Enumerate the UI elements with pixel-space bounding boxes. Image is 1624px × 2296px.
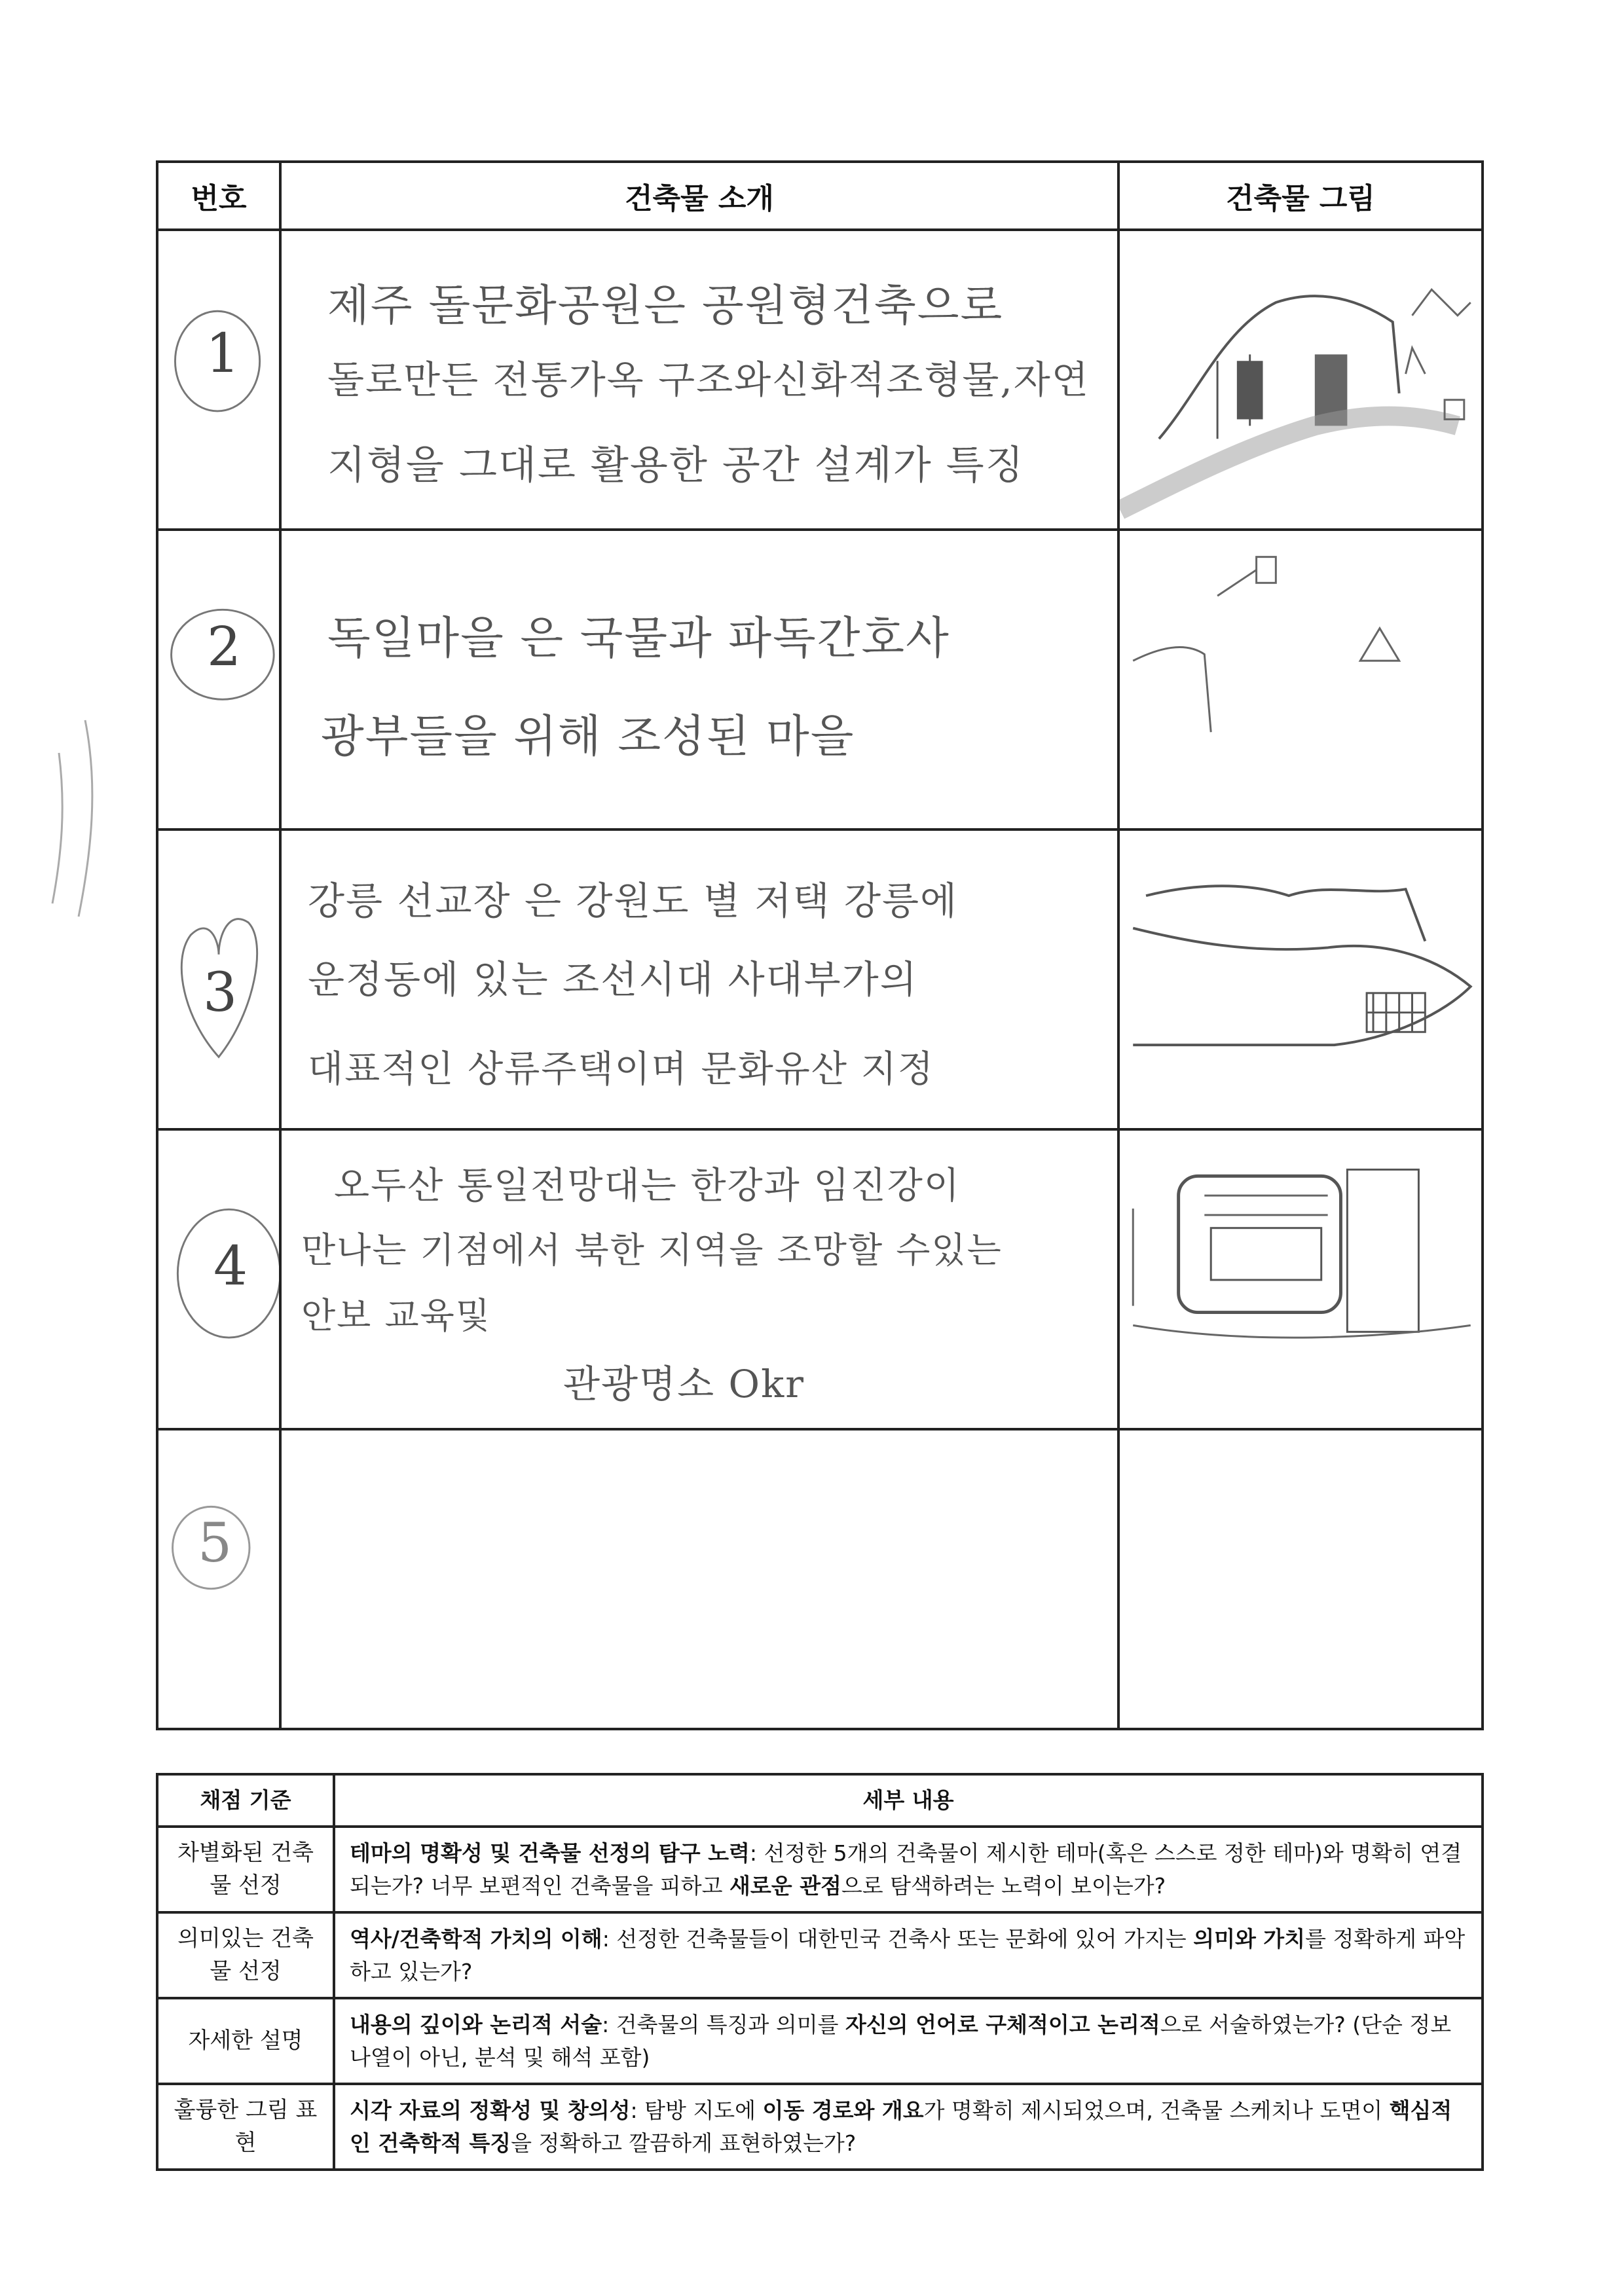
detail-bold: 테마의 명확성 및 건축물 선정의 탐구 노력 [350, 1840, 750, 1866]
intro-line: 강릉 선교장 은 강원도 별 저택 강릉에 [308, 879, 959, 923]
rubric-table [156, 1773, 1484, 2171]
detail-text: 으로 탐색하려는 노력이 보이는가? [841, 1872, 1166, 1899]
criteria-cell: 훌륭한 그림 표현 [157, 2084, 334, 2170]
building-table [156, 160, 1484, 1730]
number-header: 번호 [157, 162, 280, 230]
detail-text: 를 정확하게 파악하고 있는가? [350, 1926, 1466, 1984]
circle-mark [158, 1430, 279, 1728]
rubric-header-row [157, 1774, 1483, 1827]
detail-cell [334, 2084, 1483, 2170]
intro-line: 지형을 그대로 활용한 공간 설계가 특징 [327, 443, 1025, 488]
criteria-cell: 자세한 설명 [157, 1998, 334, 2084]
table-row [157, 829, 1483, 1129]
detail-bold: 이동 경로와 개요 [762, 2098, 924, 2123]
building-sketch [1120, 1131, 1481, 1428]
intro-cell [280, 1429, 1118, 1729]
building-sketch [1120, 831, 1481, 1128]
drawing-cell [1118, 1129, 1483, 1429]
intro-line: 만나는 기점에서 북한 지역을 조망할 수있는 [301, 1230, 1003, 1271]
intro-line: 광부들을 위해 조성된 마을 [321, 711, 855, 763]
number-cell [157, 1129, 280, 1429]
detail-bold: 새로운 관점 [729, 1872, 841, 1899]
rubric-row [157, 2084, 1483, 2170]
detail-text: : 선정한 건축물들이 대한민국 건축사 또는 문화에 있어 가지는 [602, 1926, 1194, 1952]
detail-bold: 내용의 깊이와 논리적 서술 [350, 2012, 602, 2037]
detail-bold: 의미와 가치 [1193, 1926, 1306, 1952]
rubric-row [157, 1912, 1483, 1998]
intro-cell [280, 829, 1118, 1129]
detail-text: 으로 서술하였는가? (단순 정보 나열이 아닌, 분석 및 해석 포함) [350, 2012, 1452, 2070]
criteria-header: 채점 기준 [157, 1774, 334, 1827]
detail-text: : 탐방 지도에 [630, 2098, 763, 2123]
detail-text: : 선정한 5개의 건축물이 제시한 테마(혹은 스스로 정한 테마)와 명확히 연결되는가? 너무 보편적인 건축물을 피하고 [350, 1840, 1462, 1899]
detail-bold: 자신의 언어로 구체적이고 논리적 [845, 2012, 1160, 2037]
detail-bold: 시각 자료의 정확성 및 창의성 [350, 2098, 631, 2123]
row-number: 1 [206, 323, 240, 385]
number-cell [157, 530, 280, 829]
circle-mark [158, 531, 279, 828]
detail-text: 가 명확히 제시되었으며, 건축물 스케치나 도면이 [923, 2098, 1390, 2123]
drawing-header: 건축물 그림 [1118, 162, 1483, 230]
intro-line: 제주 돌문화공원은 공원형건축으로 [327, 280, 1004, 331]
criteria-cell: 차별화된 건축물 선정 [157, 1827, 334, 1912]
drawing-cell [1118, 230, 1483, 530]
drawing-cell [1118, 1429, 1483, 1729]
detail-bold: 핵심적인 건축학적 특징 [350, 2098, 1452, 2156]
detail-bold: 역사/건축학적 가치의 이해 [350, 1926, 602, 1952]
row-number: 2 [207, 616, 242, 678]
intro-line: 운정동에 있는 조선시대 사대부가의 [308, 957, 918, 1002]
intro-line: 안보 교육및 [301, 1295, 491, 1336]
rubric-row [157, 1827, 1483, 1912]
intro-line: 오두산 통일전망대는 한강과 임진강이 [334, 1165, 961, 1207]
drawing-cell [1118, 530, 1483, 829]
table-row [157, 1429, 1483, 1729]
table-row [157, 530, 1483, 829]
number-cell [157, 1429, 280, 1729]
row-number: 5 [198, 1512, 232, 1575]
intro-cell [280, 1129, 1118, 1429]
intro-header: 건축물 소개 [280, 162, 1118, 230]
detail-cell [334, 1998, 1483, 2084]
detail-header: 세부 내용 [334, 1774, 1483, 1827]
number-cell [157, 230, 280, 530]
row-number: 3 [203, 962, 238, 1024]
intro-cell [280, 230, 1118, 530]
intro-line: 대표적인 상류주택이며 문화유산 지정 [308, 1048, 934, 1091]
building-sketch [1120, 231, 1481, 528]
row-number: 4 [213, 1235, 248, 1298]
detail-text: : 건축물의 특징과 의미를 [602, 2012, 845, 2037]
building-sketch [1120, 531, 1481, 828]
intro-cell [280, 530, 1118, 829]
rubric-row [157, 1998, 1483, 2084]
detail-cell [334, 1827, 1483, 1912]
detail-text: 을 정확하고 깔끔하게 표현하였는가? [511, 2130, 857, 2156]
intro-line: 관광명소 Okr [563, 1362, 805, 1406]
pencil-scribble [0, 589, 156, 1048]
intro-line: 독일마을 은 국물과 파독간호사 [327, 613, 950, 665]
detail-cell [334, 1912, 1483, 1998]
table-row [157, 1129, 1483, 1429]
table-header-row [157, 162, 1483, 230]
intro-line: 돌로만든 전통가옥 구조와신화적조형물,자연 [327, 357, 1090, 402]
table-row [157, 230, 1483, 530]
criteria-cell: 의미있는 건축물 선정 [157, 1912, 334, 1998]
number-cell [157, 829, 280, 1129]
drawing-cell [1118, 829, 1483, 1129]
